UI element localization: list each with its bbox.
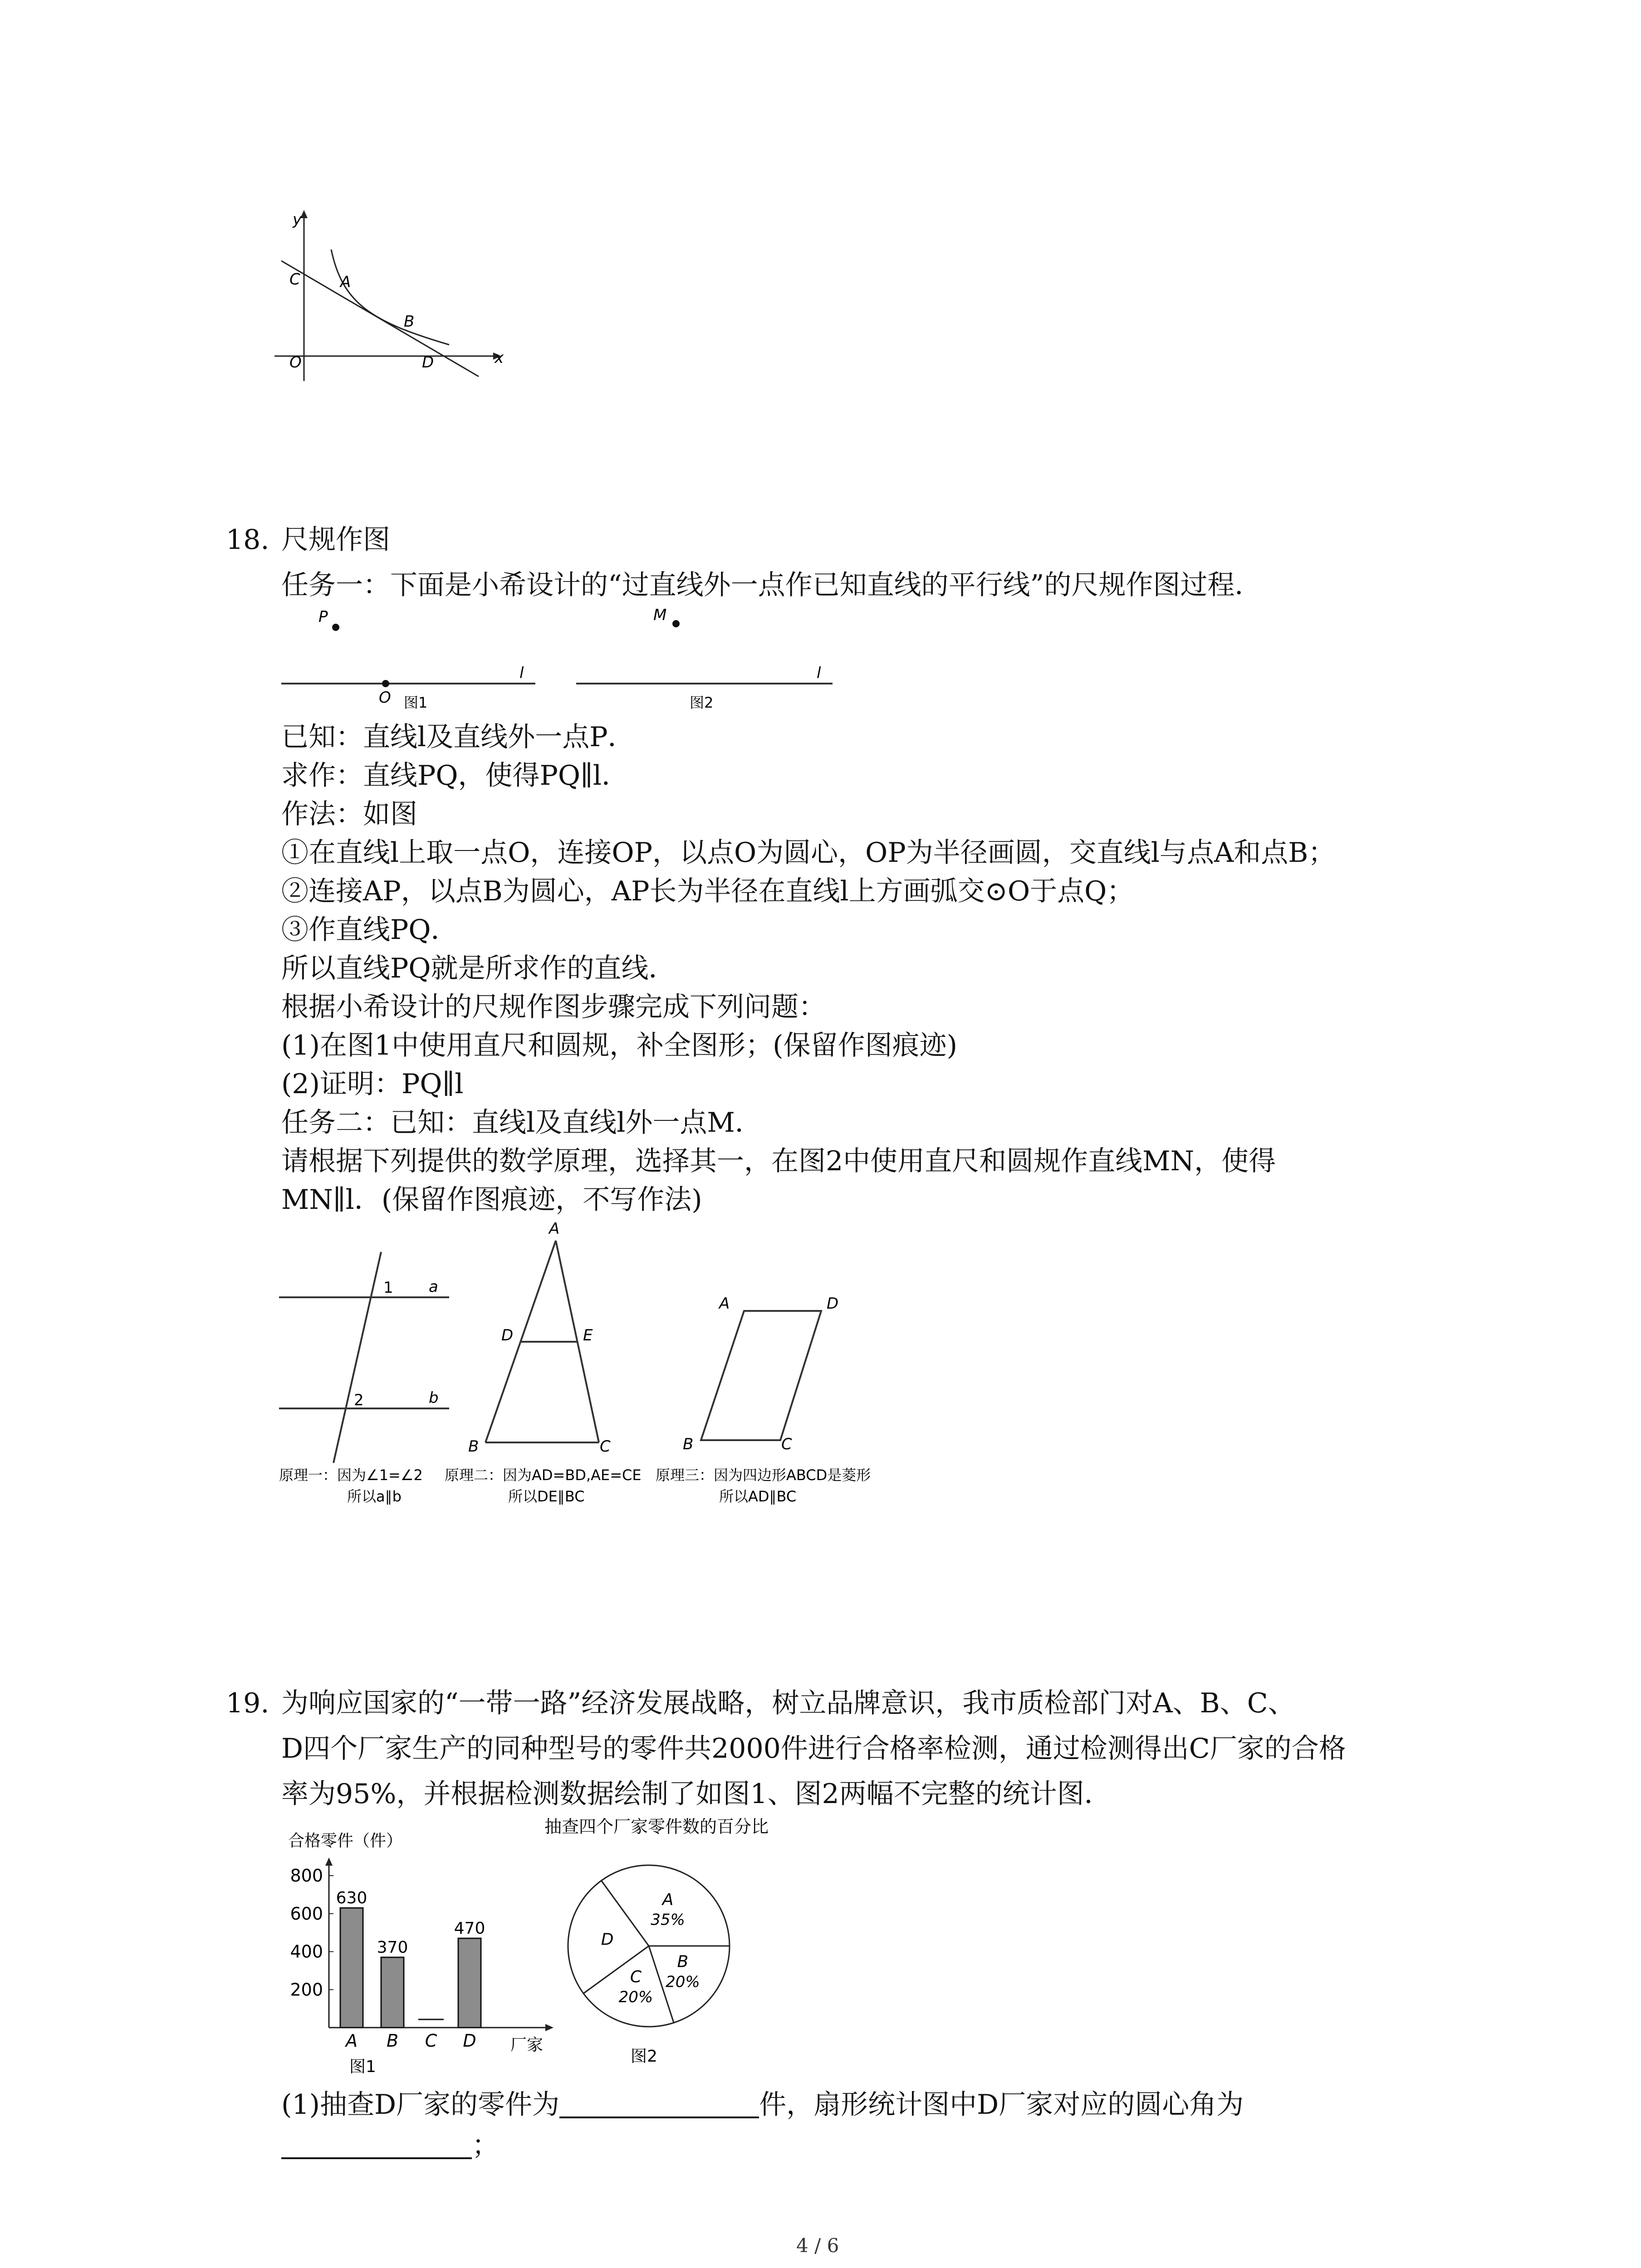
p2-d-label: D [501, 1326, 514, 1344]
bar-chart-caption: 图1 [349, 2058, 376, 2076]
pie-chart [540, 1810, 794, 2064]
q19-q1-line2 [281, 2132, 499, 2159]
label-c: C [289, 270, 300, 288]
q19-q1-text-b: 件，扇形统计图中D厂家对应的圆心角为 [759, 2089, 1244, 2121]
page-number: 4 / 6 [796, 2234, 839, 2257]
bar-chart-xlabel: 厂家 [510, 2036, 544, 2054]
bar-chart-ylabel: 合格零件（件） [288, 1832, 403, 1850]
data-label-D: 470 [454, 1919, 485, 1938]
q18-step1: ①在直线l上取一点O，连接OP，以点O为圆心，OP为半径画圆，交直线l与点A和点B； [281, 837, 1336, 869]
answer-blank-2[interactable] [281, 2132, 472, 2159]
x-tick-label-D: D [463, 2031, 476, 2051]
fig1-caption: 图1 [404, 694, 428, 711]
construction-figures [277, 606, 844, 723]
p2-b-label: B [468, 1437, 479, 1456]
q18-title: 尺规作图 [281, 524, 390, 556]
answer-blank-1[interactable] [559, 2091, 759, 2118]
q18-task2-line2: MN∥l．(保留作图痕迹，不写作法) [281, 1184, 702, 1216]
x-tick-label-B: B [386, 2031, 399, 2051]
pie-pct-C: 20% [618, 1988, 653, 2007]
pie-name-D: D [601, 1930, 614, 1949]
q18-task2-line1: 请根据下列提供的数学原理，选择其一，在图2中使用直尺和圆规作直线MN，使得 [281, 1145, 1276, 1177]
p2-caption2: 所以DE∥BC [508, 1488, 585, 1505]
q18-method: 作法：如图 [281, 798, 417, 830]
bar-A [340, 1908, 363, 2028]
p3-d-label: D [827, 1295, 839, 1313]
pie-pct-B: 20% [666, 1973, 700, 1991]
y-tick-label-3: 800 [290, 1866, 323, 1886]
label-x: x [495, 349, 504, 367]
coordinate-figure [268, 206, 513, 388]
q19-q1-text-c: ； [472, 2130, 499, 2161]
q18-construct: 求作：直线PQ，使得PQ∥l． [281, 760, 629, 792]
label-d: D [422, 353, 434, 371]
p3-a-label: A [719, 1295, 730, 1313]
pie-name-C: C [630, 1968, 642, 1987]
fig2-caption: 图2 [690, 694, 714, 711]
p1-a-label: a [429, 1278, 438, 1296]
pie-chart-caption: 图2 [631, 2047, 657, 2064]
q18-task2: 任务二：已知：直线l及直线l外一点M． [281, 1107, 762, 1139]
pie-pct-A: 35% [651, 1911, 685, 1929]
y-tick-label-0: 200 [290, 1980, 323, 2000]
label-b: B [404, 313, 415, 331]
q18-part1: (1)在图1中使用直尺和圆规，补全图形；(保留作图痕迹) [281, 1030, 957, 1061]
q18-step3: ③作直线PQ． [281, 914, 458, 946]
p1-caption2: 所以a∥b [347, 1488, 402, 1505]
p2-e-label: E [583, 1326, 593, 1344]
q19-line2: D四个厂家生产的同种型号的零件共2000件进行合格率检测，通过检测得出C厂家的合格 [281, 1733, 1346, 1765]
pie-name-A: A [662, 1890, 674, 1909]
q18-task1: 任务一：下面是小希设计的“过直线外一点作已知直线的平行线”的尺规作图过程． [281, 569, 1262, 601]
q19-number: 19. [226, 1687, 269, 1719]
q19-q1-text-a: (1)抽查D厂家的零件为 [281, 2089, 560, 2121]
fig2-m-label: M [653, 606, 667, 624]
p1-angle2-label: 2 [354, 1391, 364, 1409]
p2-a-label: A [549, 1220, 560, 1238]
q19-line1: 为响应国家的“一带一路”经济发展战略，树立品牌意识，我市质检部门对A、B、C、 [281, 1687, 1295, 1719]
q19-q1-line [281, 2089, 1244, 2121]
label-a: A [340, 273, 351, 291]
principles-figure [272, 1220, 916, 1515]
data-label-A: 630 [336, 1889, 367, 1908]
p3-caption1: 原理三：因为四边形ABCD是菱形 [656, 1466, 871, 1484]
data-label-B: 370 [377, 1938, 408, 1957]
label-o: O [289, 353, 302, 371]
pie-name-B: B [677, 1952, 689, 1971]
p1-b-label: b [429, 1389, 439, 1407]
p1-caption1: 原理一：因为∠1=∠2 [279, 1466, 423, 1484]
y-tick-label-2: 600 [290, 1903, 323, 1924]
pie-chart-title: 抽查四个厂家零件数的百分比 [544, 1817, 769, 1837]
fig1-o-label: O [379, 689, 391, 707]
bar-chart [286, 1823, 581, 2077]
p3-b-label: B [683, 1435, 694, 1453]
fig1-p-label: P [318, 608, 328, 626]
p2-c-label: C [600, 1437, 611, 1456]
p1-angle1-label: 1 [383, 1279, 393, 1297]
p3-c-label: C [781, 1435, 792, 1453]
q18-given: 已知：直线l及直线外一点P． [281, 721, 635, 753]
bar-B [381, 1957, 404, 2028]
label-y: y [293, 210, 302, 229]
q19-line3: 率为95%，并根据检测数据绘制了如图1、图2两幅不完整的统计图． [281, 1778, 1112, 1810]
q18-according: 根据小希设计的尺规作图步骤完成下列问题： [281, 991, 826, 1023]
q18-so: 所以直线PQ就是所求作的直线． [281, 953, 676, 984]
fig1-l-label: l [519, 664, 524, 682]
q18-part2: (2)证明：PQ∥l [281, 1068, 464, 1100]
q18-step2: ②连接AP，以点B为圆心，AP长为半径在直线l上方画弧交⊙O于点Q； [281, 875, 1134, 907]
x-tick-label-A: A [346, 2031, 358, 2051]
p3-caption2: 所以AD∥BC [719, 1488, 797, 1505]
bar-D [458, 1938, 481, 2028]
y-tick-label-1: 400 [290, 1941, 323, 1962]
p2-caption1: 原理二：因为AD=BD,AE=CE [445, 1466, 642, 1484]
fig2-l-label: l [817, 664, 821, 682]
q18-number: 18. [226, 524, 269, 556]
x-tick-label-C: C [425, 2031, 437, 2051]
